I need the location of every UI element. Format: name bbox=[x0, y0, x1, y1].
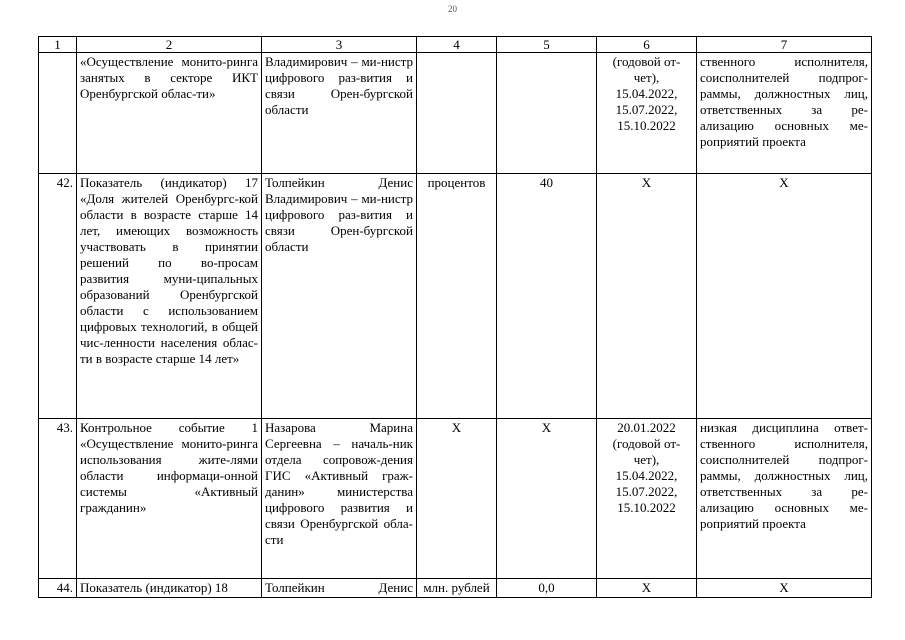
column-header-4: 4 bbox=[417, 37, 497, 53]
row-unit bbox=[417, 53, 497, 174]
row-risks: низкая дисциплина ответ-ственного исполнителя, соисполнителей подпрог-раммы, должностных лиц, ответственных за ре-ализацию основных ме-роприятий проекта bbox=[697, 419, 872, 579]
row-number: 42. bbox=[39, 174, 77, 419]
row-number bbox=[39, 53, 77, 174]
date-line: Х bbox=[641, 175, 652, 190]
page-number: 20 bbox=[448, 4, 457, 14]
row-responsible bbox=[262, 579, 417, 598]
date-line: (годовой от- bbox=[612, 436, 681, 451]
row-name: Показатель (индикатор) 17 «Доля жителей Оренбургс-кой области в возрасте старше 14 лет, имеющих возможность участвовать в принятии решений по во-просам развития муни-ципальных образований Оренбургской области с использованием цифровых технологий, в общей чис-ленности населения облас-ти в возрасте старше 14 лет» bbox=[77, 174, 262, 419]
date-line: Х bbox=[641, 580, 652, 595]
row-value: 0,0 bbox=[497, 579, 597, 598]
column-header-2: 2 bbox=[77, 37, 262, 53]
date-line: (годовой от- bbox=[612, 54, 681, 69]
table-row bbox=[39, 419, 872, 579]
column-header-7: 7 bbox=[697, 37, 872, 53]
row-responsible: Владимирович – ми-нистр цифрового раз-вития и связи Орен-бургской области bbox=[262, 53, 417, 174]
date-line: 15.04.2022, bbox=[615, 86, 678, 101]
table-row bbox=[39, 579, 872, 598]
table-row bbox=[39, 53, 872, 174]
row-risks: Х bbox=[697, 174, 872, 419]
row-dates bbox=[597, 174, 697, 419]
row-unit: процентов bbox=[417, 174, 497, 419]
date-line: чет), bbox=[633, 70, 660, 85]
column-header-5: 5 bbox=[497, 37, 597, 53]
row-unit: Х bbox=[417, 419, 497, 579]
row-risks: Х bbox=[697, 579, 872, 598]
date-line: 15.04.2022, bbox=[615, 468, 678, 483]
column-header-3: 3 bbox=[262, 37, 417, 53]
row-dates bbox=[597, 419, 697, 579]
row-dates bbox=[597, 53, 697, 174]
row-name: Контрольное событие 1 «Осуществление монито-ринга использования жите-лями области информаци-онной системы «Активный гражданин» bbox=[77, 419, 262, 579]
column-number-row bbox=[39, 37, 872, 53]
row-risks: ственного исполнителя, соисполнителей подпрог-раммы, должностных лиц, ответственных за ре-ализацию основных ме-роприятий проекта bbox=[697, 53, 872, 174]
column-header-6: 6 bbox=[597, 37, 697, 53]
row-unit: млн. рублей bbox=[417, 579, 497, 598]
row-value: Х bbox=[497, 419, 597, 579]
row-value bbox=[497, 53, 597, 174]
row-number: 43. bbox=[39, 419, 77, 579]
row-responsible: Назарова Марина Сергеевна – началь-ник отдела сопровож-дения ГИС «Активный граж-данин» министерства цифрового развития и связи Оренбургской обла-сти bbox=[262, 419, 417, 579]
date-line: 15.07.2022, bbox=[615, 102, 678, 117]
row-number: 44. bbox=[39, 579, 77, 598]
row-name: «Осуществление монито-ринга занятых в секторе ИКТ Оренбургской облас-ти» bbox=[77, 53, 262, 174]
row-name: Показатель (индикатор) 18 bbox=[77, 579, 262, 598]
table-row bbox=[39, 174, 872, 419]
row-responsible-text: Толпейкин Денис bbox=[265, 580, 413, 595]
column-header-1: 1 bbox=[39, 37, 77, 53]
row-dates bbox=[597, 579, 697, 598]
date-line: 15.10.2022 bbox=[617, 500, 676, 515]
date-line: чет), bbox=[633, 452, 660, 467]
date-line: 15.10.2022 bbox=[617, 118, 676, 133]
date-line: 20.01.2022 bbox=[617, 420, 676, 435]
indicators-table bbox=[38, 36, 872, 598]
row-value: 40 bbox=[497, 174, 597, 419]
row-responsible: Толпейкин Денис Владимирович – ми-нистр цифрового раз-вития и связи Орен-бургской области bbox=[262, 174, 417, 419]
date-line: 15.07.2022, bbox=[615, 484, 678, 499]
